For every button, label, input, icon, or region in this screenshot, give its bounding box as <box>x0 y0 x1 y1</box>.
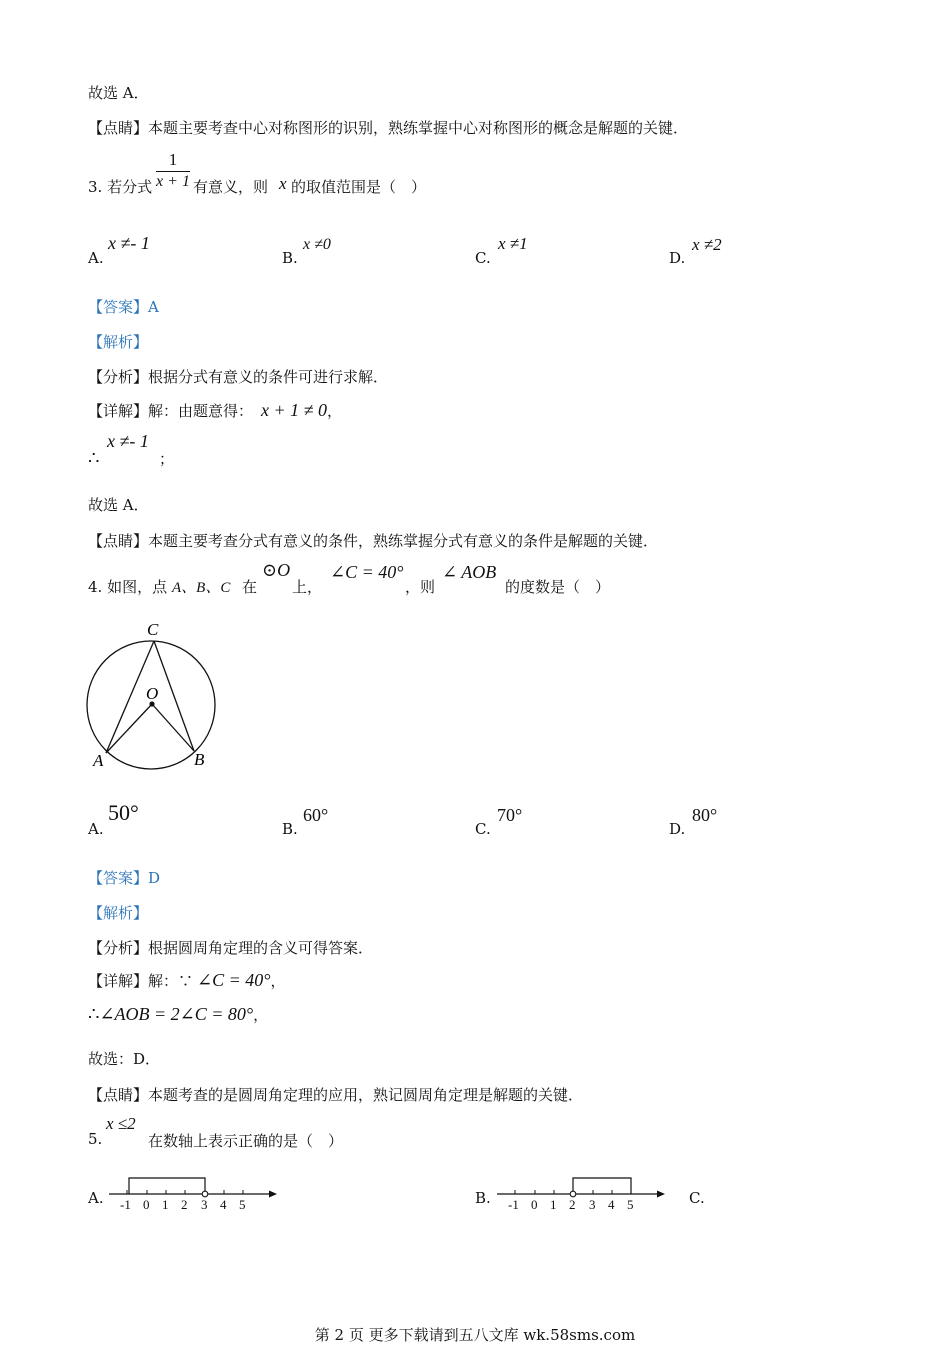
q4-option-a-label: A. <box>88 820 104 838</box>
therefore-punct-q3: ； <box>159 450 175 468</box>
q3-option-b-value: x ≠0 <box>303 236 331 253</box>
solution-bracket <box>129 1178 205 1194</box>
q4-prefix: 4. 如图，点 <box>88 578 168 596</box>
q4-angle-aob: ∠ AOB <box>442 562 497 582</box>
open-endpoint <box>570 1191 576 1197</box>
q4-shang: 上， <box>292 578 323 596</box>
q3-option-c-label: C. <box>475 249 491 267</box>
q3-variable: x <box>279 174 287 193</box>
remark-q4: 【点睛】本题考查的是圆周角定理的应用，熟记圆周角定理是解题的关键． <box>88 1086 584 1104</box>
q4-option-c-value: 70° <box>497 805 523 825</box>
q5-option-a-label: A. <box>88 1189 104 1207</box>
open-endpoint <box>202 1191 208 1197</box>
q4-option-c-label: C. <box>475 820 491 838</box>
q4-option-d-label: D. <box>669 820 686 838</box>
detail-q3: 【详解】解：由题意得： x + 1 ≠ 0， <box>88 400 343 420</box>
analysis-q4: 【分析】根据圆周角定理的含义可得答案． <box>88 939 374 957</box>
therefore-math-q3: x ≠- 1 <box>107 431 149 451</box>
therefore-math-q4: ∠AOB = 2∠C = 80° <box>99 1004 254 1024</box>
q5-number: 5. <box>88 1130 103 1148</box>
tick-label: 3 <box>589 1197 596 1212</box>
q3-fraction-denominator: x + 1 <box>156 173 190 190</box>
tick-label: 3 <box>201 1197 208 1212</box>
q4-option-b-label: B. <box>282 820 298 838</box>
q3-text: 有意义，则 <box>193 178 269 196</box>
q5-text: 在数轴上表示正确的是（ ） <box>148 1132 344 1150</box>
tick-label: 2 <box>569 1197 576 1212</box>
therefore-q4: ∴∠AOB = 2∠C = 80°， <box>88 1004 269 1025</box>
answer-q4: 【答案】D <box>88 869 161 887</box>
detail-q4: 【详解】解：∵ ∠C = 40°， <box>88 970 286 990</box>
q3-prefix: 3. 若分式 <box>88 178 153 196</box>
q3-fraction-numerator: 1 <box>168 150 178 169</box>
analysis-q3: 【分析】根据分式有意义的条件可进行求解． <box>88 368 389 386</box>
tick-label: 5 <box>627 1197 634 1212</box>
conclusion-q3: 故选 A． <box>88 496 149 514</box>
tick-label: 1 <box>550 1197 557 1212</box>
tick-label: 1 <box>162 1197 169 1212</box>
label-a: A <box>93 751 104 770</box>
tick-label: 5 <box>239 1197 246 1212</box>
label-b: B <box>194 750 205 769</box>
q3-text-2: 的取值范围是（ ） <box>291 178 427 196</box>
q3-option-a-value: x ≠- 1 <box>108 233 150 253</box>
page-footer: 第 2 页 更多下载请到五八文库 wk.58sms.com <box>314 1326 636 1344</box>
circle-figure <box>80 615 230 775</box>
q4-text: 的度数是（ ） <box>505 578 611 596</box>
radius-ob <box>152 704 194 751</box>
axis-arrow <box>657 1191 665 1198</box>
q5-option-b-label: B. <box>475 1189 491 1207</box>
q4-zai: 在 <box>242 578 258 596</box>
q3-option-a-label: A. <box>88 249 104 267</box>
q3-option-d-value: x ≠2 <box>692 235 722 254</box>
solution-bracket <box>573 1178 631 1194</box>
axis-arrow <box>269 1191 277 1198</box>
conclusion-q2: 故选 A． <box>88 84 149 102</box>
number-line-b <box>493 1172 673 1214</box>
remark-q3: 【点睛】本题主要考查分式有意义的条件，熟练掌握分式有意义的条件是解题的关键． <box>88 532 659 550</box>
q3-option-c-value: x ≠1 <box>498 234 528 253</box>
q4-points: A、B、C <box>172 580 231 596</box>
detail-q4-math: ∠C = 40° <box>197 970 271 990</box>
q4-ze: ，则 <box>405 578 436 596</box>
q5-inequality: x ≤2 <box>106 1114 136 1133</box>
tick-label: 0 <box>531 1197 538 1212</box>
q4-angle-c: ∠C = 40° <box>330 562 404 582</box>
q3-option-d-label: D. <box>669 249 686 267</box>
answer-q3: 【答案】A <box>88 298 159 316</box>
therefore-symbol-q3: ∴ <box>88 448 100 469</box>
chord-cb <box>154 641 194 751</box>
q3-fraction <box>156 150 190 191</box>
tick-label: 4 <box>608 1197 615 1212</box>
label-o: O <box>146 684 159 703</box>
q4-circle: ⊙O <box>262 560 291 580</box>
remark-q2: 【点睛】本题主要考查中心对称图形的识别，熟练掌握中心对称图形的概念是解题的关键． <box>88 119 689 137</box>
analysis-header-q3: 【解析】 <box>88 333 149 351</box>
radius-oa <box>106 704 152 753</box>
q3-option-b-label: B. <box>282 249 298 267</box>
tick-label: 4 <box>220 1197 227 1212</box>
tick-label: 0 <box>143 1197 150 1212</box>
tick-label: -1 <box>120 1197 131 1212</box>
q4-option-d-value: 80° <box>692 805 718 825</box>
conclusion-q4: 故选：D． <box>88 1050 161 1068</box>
number-line-a <box>105 1172 285 1214</box>
tick-label: -1 <box>508 1197 519 1212</box>
q4-option-a-value: 50° <box>108 800 139 825</box>
q5-option-c-label: C. <box>689 1189 705 1207</box>
analysis-header-q4: 【解析】 <box>88 904 149 922</box>
tick-label: 2 <box>181 1197 188 1212</box>
detail-q3-math: x + 1 ≠ 0 <box>261 400 328 420</box>
q4-option-b-value: 60° <box>303 805 329 825</box>
label-c: C <box>147 620 159 639</box>
